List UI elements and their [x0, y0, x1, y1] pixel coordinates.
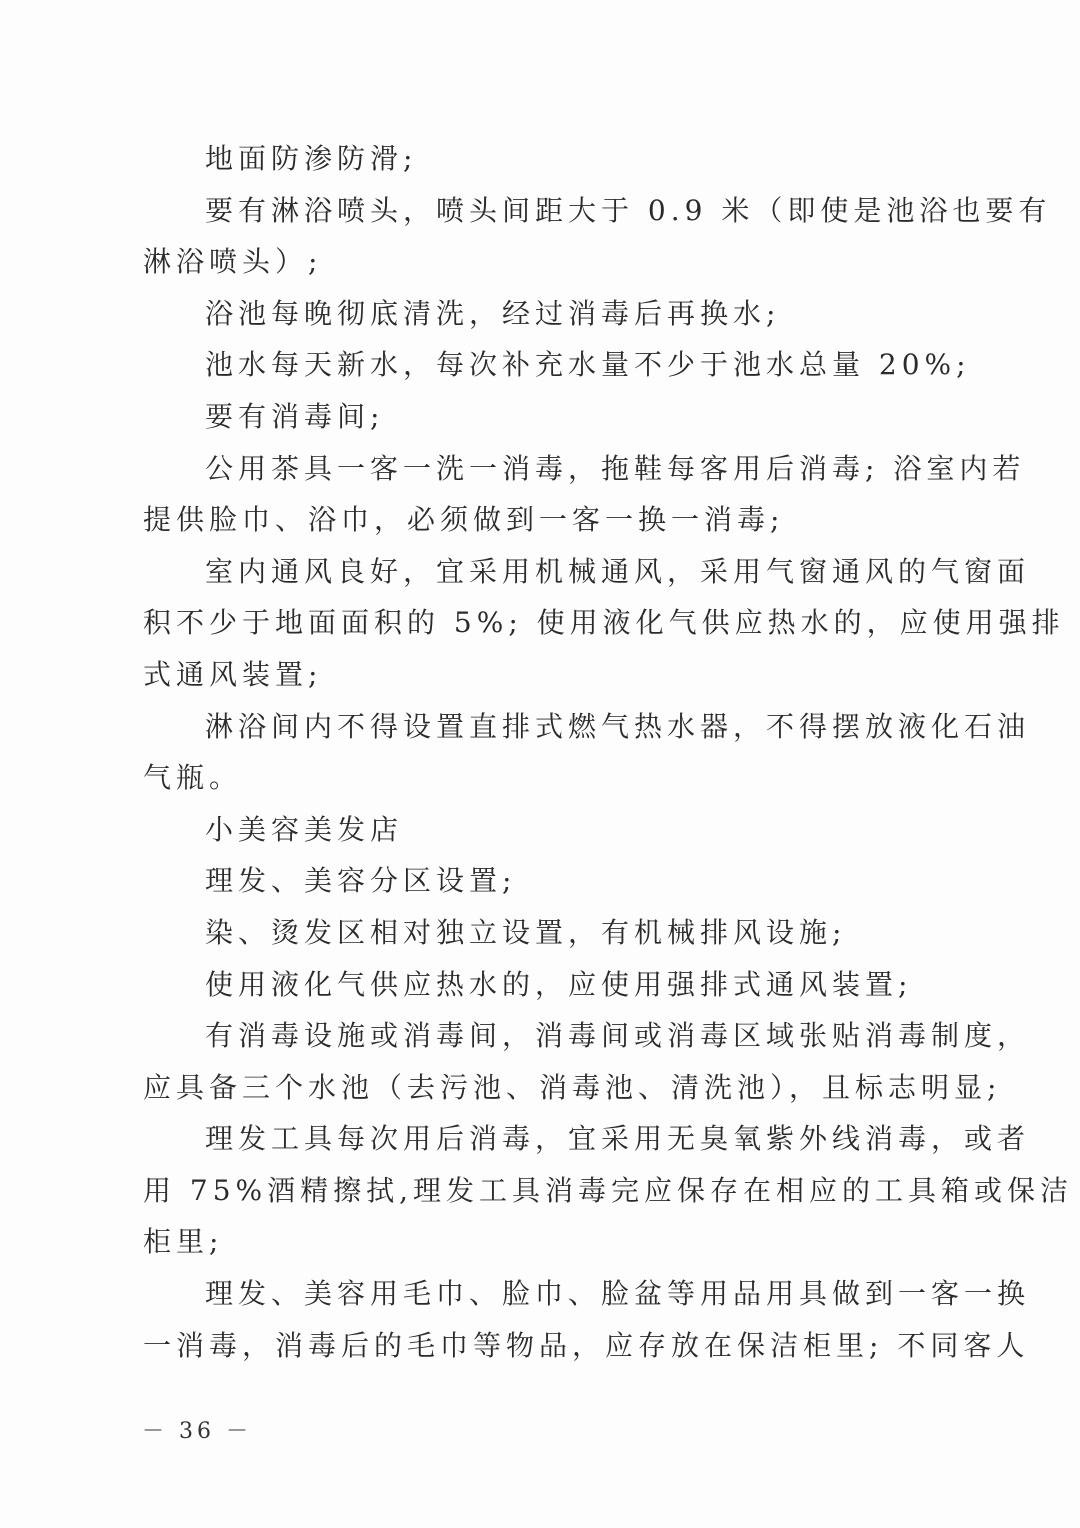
text-line: 应具备三个水池（去污池、消毒池、清洗池），且标志明显;: [143, 1070, 1002, 1104]
text-line: 式通风装置;: [143, 657, 323, 691]
text-line: 理发、美容用毛巾、脸巾、脸盆等用品用具做到一客一换: [205, 1277, 1031, 1311]
text-line: 提供脸巾、浴巾，必须做到一客一换一消毒;: [143, 503, 785, 537]
text-line: 池水每天新水，每次补充水量不少于池水总量 20%;: [205, 348, 971, 382]
text-line: 用 75%酒精擦拭,理发工具消毒完应保存在相应的工具箱或保洁: [143, 1173, 1074, 1207]
text-line: 染、烫发区相对独立设置，有机械排风设施;: [205, 915, 847, 949]
text-line: 理发、美容分区设置;: [205, 864, 517, 898]
text-line: 小美容美发店: [205, 812, 404, 846]
text-line: 淋浴喷头）;: [143, 245, 323, 279]
text-line: 理发工具每次用后消毒，宜采用无臭氧紫外线消毒，或者: [205, 1122, 1031, 1156]
text-line: 一消毒，消毒后的毛巾等物品，应存放在保洁柜里; 不同客人: [143, 1328, 1030, 1362]
text-line: 浴池每晚彻底清洗，经过消毒后再换水;: [205, 296, 781, 330]
page-number: － 36 －: [142, 1419, 252, 1444]
text-line: 气瓶。: [143, 761, 243, 795]
document-body: [143, 133, 1074, 1371]
text-line: 积不少于地面面积的 5%; 使用液化气供应热水的，应使用强排: [143, 606, 1065, 640]
text-line: 淋浴间内不得设置直排式燃气热水器，不得摆放液化石油: [205, 709, 1031, 743]
text-line: 柜里;: [143, 1225, 224, 1259]
text-line: 要有淋浴喷头，喷头间距大于 0.9 米（即使是池浴也要有: [205, 193, 1052, 227]
text-line: 使用液化气供应热水的，应使用强排式通风装置;: [205, 967, 913, 1001]
text-line: 室内通风良好，宜采用机械通风，采用气窗通风的气窗面: [205, 554, 1031, 588]
text-line: 公用茶具一客一洗一消毒，拖鞋每客用后消毒; 浴室内若: [205, 451, 1026, 485]
text-line: 地面防渗防滑;: [205, 142, 418, 175]
text-line: 有消毒设施或消毒间，消毒间或消毒区域张贴消毒制度，: [205, 1019, 1031, 1053]
text-line: 要有消毒间;: [205, 399, 385, 433]
